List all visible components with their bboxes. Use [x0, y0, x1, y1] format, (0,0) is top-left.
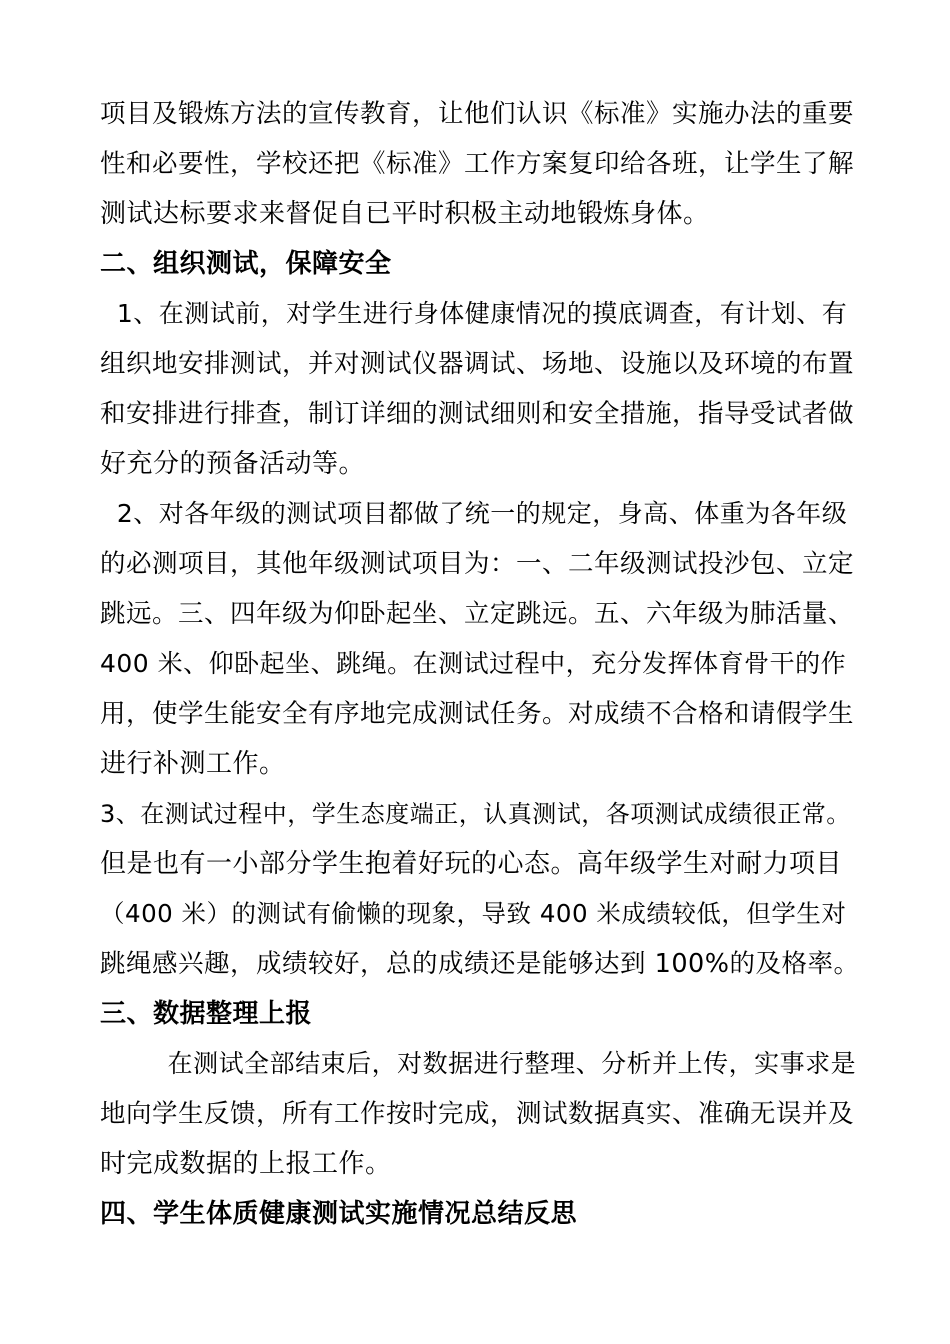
body-text-line: 和安排进行排查，制订详细的测试细则和安全措施，指导受试者做 — [100, 399, 855, 429]
body-text-line: 跳远。三、四年级为仰卧起坐、立定跳远。五、六年级为肺活量、 — [100, 599, 855, 629]
body-text-line: 测试达标要求来督促自已平时积极主动地锻炼身体。 — [100, 199, 710, 229]
body-text-line: 性和必要性，学校还把《标准》工作方案复印给各班，让学生了解 — [100, 149, 855, 179]
section-heading: 三、数据整理上报 — [100, 999, 313, 1029]
body-text-line: 地向学生反馈，所有工作按时完成，测试数据真实、准确无误并及 — [100, 1099, 855, 1129]
body-text-line: 的必测项目，其他年级测试项目为：一、二年级测试投沙包、立定 — [100, 549, 855, 579]
body-text-line: 组织地安排测试，并对测试仪器调试、场地、设施以及环境的布置 — [100, 349, 855, 379]
body-text-line: 3、在测试过程中，学生态度端正，认真测试，各项测试成绩很正常。 — [100, 800, 851, 828]
body-text-line: 400 米、仰卧起坐、跳绳。在测试过程中，充分发挥体育骨干的作 — [100, 649, 847, 678]
body-text-line: 2、对各年级的测试项目都做了统一的规定，身高、体重为各年级 — [100, 499, 848, 528]
body-text-line: 项目及锻炼方法的宣传教育，让他们认识《标准》实施办法的重要 — [100, 99, 855, 129]
body-text-line: 好充分的预备活动等。 — [100, 449, 366, 479]
section-heading: 二、组织测试，保障安全 — [100, 249, 392, 279]
body-text-line: 1、在测试前，对学生进行身体健康情况的摸底调查，有计划、有 — [100, 299, 848, 328]
body-text-line: （400 米）的测试有偷懒的现象，导致 400 米成绩较低，但学生对 — [100, 899, 847, 928]
body-text-line: 用，使学生能安全有序地完成测试任务。对成绩不合格和请假学生 — [100, 699, 855, 729]
body-text-line: 进行补测工作。 — [100, 749, 286, 779]
body-text-line: 在测试全部结束后，对数据进行整理、分析并上传，实事求是 — [100, 1049, 857, 1078]
body-text-line: 跳绳感兴趣，成绩较好，总的成绩还是能够达到 100%的及格率。 — [100, 949, 860, 979]
body-text-line: 时完成数据的上报工作。 — [100, 1149, 392, 1179]
body-text-line: 但是也有一小部分学生抱着好玩的心态。高年级学生对耐力项目 — [100, 849, 843, 879]
section-heading: 四、学生体质健康测试实施情况总结反思 — [100, 1199, 578, 1229]
